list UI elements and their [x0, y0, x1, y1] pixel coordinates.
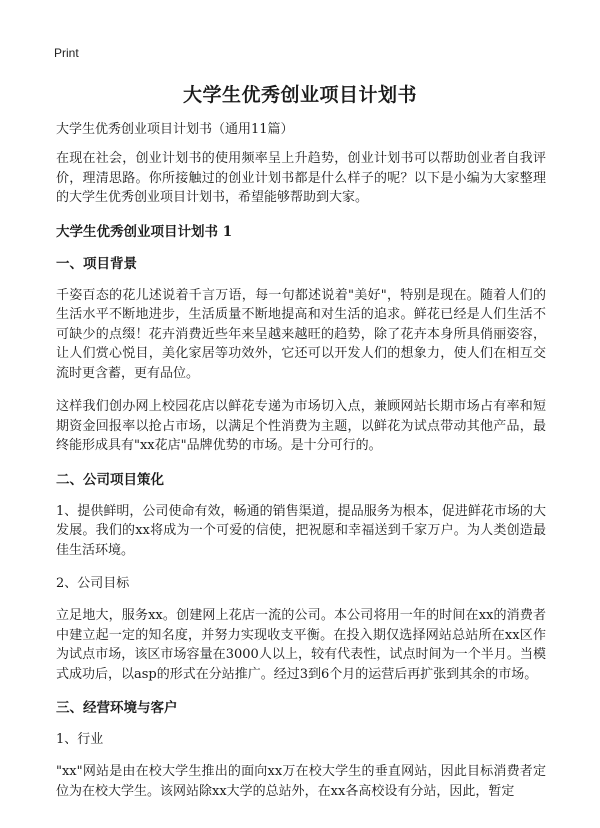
subheading-company-goal: 2、公司目标 — [56, 576, 130, 591]
planning-paragraph-2: 立足地大，服务xx。创建网上花店一流的公司。本公司将用一年的时间在xx的消费者中建立起一定的知名度，并努力实现收支平衡。在投入期仅选择网站总站所在xx区作为试点市场，该区市场容量在3000人以上，较有代表性，试点时间为一个半月。当模式成功后，以asp的形式在分站推广。经过3到6个月的运营后再扩张到其余的市场。 — [56, 608, 546, 682]
document-title: 大学生优秀创业项目计划书 — [182, 84, 417, 106]
document-subtitle: 大学生优秀创业项目计划书（通用11篇） — [56, 122, 294, 137]
subheading-industry: 1、行业 — [56, 732, 104, 747]
background-paragraph-1: 千姿百态的花儿述说着千言万语，每一句都述说着"美好"，特别是现在。随着人们的生活水平不断地进步，生活质量不断地提高和对生活的追求。鲜花已经是人们生活不可缺少的点缀！花卉消费近些年来呈越来越旺的趋势，除了花卉本身所具俏丽姿容，让人们赏心悦目，美化家居等功效外，它还可以开发人们的想象力，使人们在相互交流时更含蓄，更有品位。 — [56, 287, 546, 381]
print-link[interactable]: Print — [54, 46, 79, 60]
intro-paragraph: 在现在社会，创业计划书的使用频率呈上升趋势，创业计划书可以帮助创业者自我评价，理清思路。你所接触过的创业计划书都是什么样子的呢？以下是小编为大家整理的大学生优秀创业项目计划书，希望能够帮助到大家。 — [56, 151, 546, 205]
section-heading-background: 一、项目背景 — [56, 255, 137, 272]
section-heading-planning: 二、公司项目策化 — [56, 471, 164, 488]
plan-heading: 大学生优秀创业项目计划书 1 — [56, 223, 233, 240]
section-heading-environment: 三、经营环境与客户 — [56, 700, 178, 716]
planning-paragraph-1: 1、提供鲜明，公司使命有效，畅通的销售渠道，提品服务为根本，促进鲜花市场的大发展。我们的xx将成为一个可爱的信使，把祝愿和幸福送到千家万户。为人类创造最佳生活环境。 — [56, 503, 546, 558]
document-body — [56, 120, 546, 815]
background-paragraph-2: 这样我们创办网上校园花店以鲜花专递为市场切入点，兼顾网站长期市场占有率和短期资金回报率以抢占市场，以满足个性消费为主题，以鲜花为试点带动其他产品，最终能形成具有"xx花店"品牌优势的市场。是十分可行的。 — [56, 399, 546, 453]
industry-paragraph-1: "xx"网站是由在校大学生推出的面向xx万在校大学生的垂直网站，因此目标消费者定位为在校大学生。该网站除xx大学的总站外，在xx各高校设有分站，因此，暂定 — [56, 764, 546, 799]
